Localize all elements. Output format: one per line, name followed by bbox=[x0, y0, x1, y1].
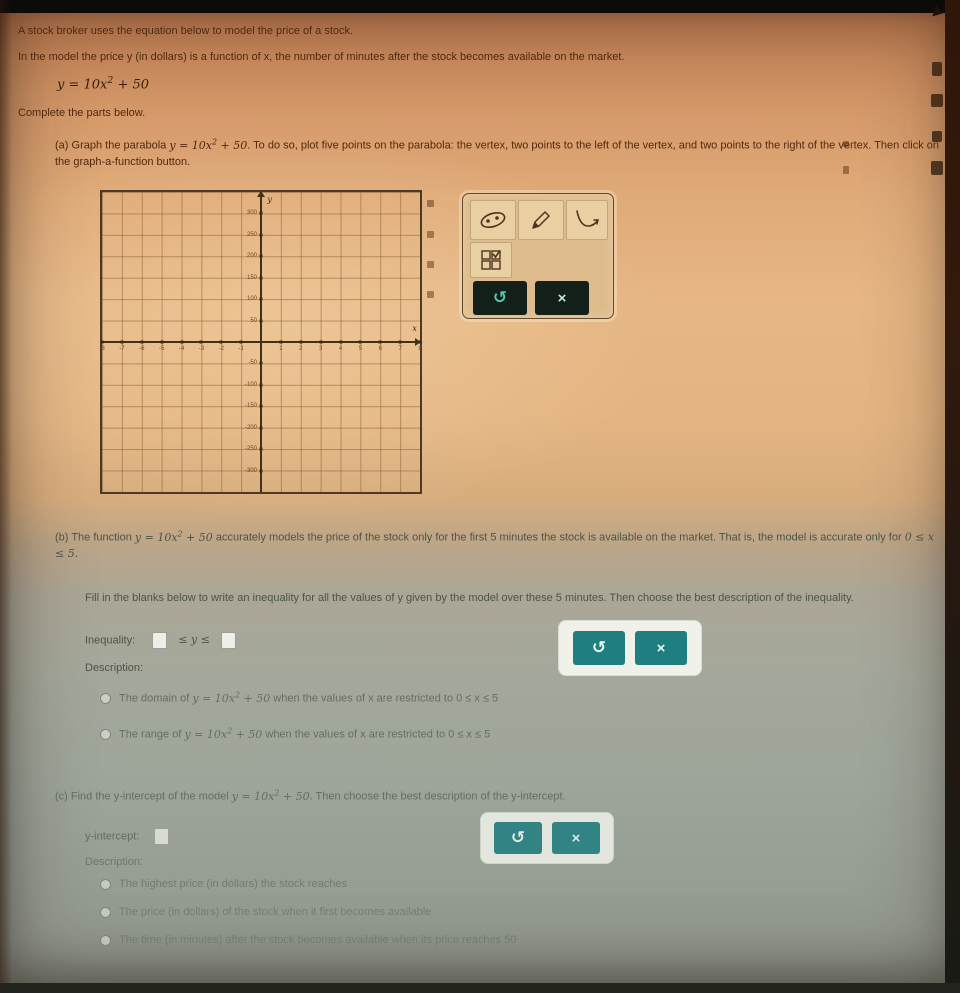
part-c-option-2[interactable]: The price (in dollars) of the stock when it first becomes available bbox=[100, 906, 431, 918]
screen-top-bezel bbox=[0, 0, 960, 13]
plot-point-tool-button[interactable] bbox=[470, 200, 516, 240]
pencil-icon bbox=[529, 208, 553, 232]
x-tick-mark bbox=[399, 341, 402, 344]
plot-point-icon bbox=[478, 209, 508, 231]
y-axis-arrow-icon bbox=[257, 191, 265, 197]
part-b-description-label: Description: bbox=[85, 662, 144, 674]
part-b-option-domain[interactable]: The domain of $y = 10x^2 + 50$ when the values of x are restricted to 0 ≤ x ≤ 5 bbox=[100, 690, 498, 705]
palette-undo-button[interactable] bbox=[473, 281, 527, 315]
x-tick-mark bbox=[379, 341, 382, 344]
x-tick-mark bbox=[299, 341, 302, 344]
radio-icon[interactable] bbox=[100, 879, 111, 890]
part-b-label: (b) bbox=[55, 531, 69, 544]
problem-intro-line2: In the model the price y (in dollars) is a function of x, the number of minutes after the stock becomes available on the market. bbox=[18, 51, 625, 63]
part-b-option-range[interactable]: The range of $y = 10x^2 + 50$ when the values of x are restricted to 0 ≤ x ≤ 5 bbox=[100, 726, 490, 741]
inequality-relation: ≤ y ≤ bbox=[178, 633, 210, 647]
plot-area[interactable] bbox=[99, 192, 422, 492]
equation-post: + 50 bbox=[113, 77, 150, 93]
y-tick-mark bbox=[260, 426, 263, 429]
model-equation bbox=[57, 74, 149, 95]
x-tick-mark bbox=[359, 341, 362, 344]
x-tick-label: 8 bbox=[418, 346, 422, 352]
y-tick-mark bbox=[260, 233, 263, 236]
x-tick-label: -2 bbox=[218, 346, 224, 352]
screen-bottom-bezel bbox=[0, 983, 960, 993]
y-tick-mark bbox=[260, 469, 263, 472]
x-tick-label: 6 bbox=[378, 346, 382, 352]
part-b-answer-controls bbox=[558, 620, 702, 676]
y-tick-mark bbox=[260, 212, 263, 215]
grid-check-icon bbox=[479, 248, 503, 272]
inequality-label: Inequality: bbox=[85, 634, 136, 647]
part-c-option-1[interactable]: The highest price (in dollars) the stock reaches bbox=[100, 878, 347, 890]
x-axis-label: x bbox=[412, 324, 417, 333]
part-a-label: (a) bbox=[55, 139, 69, 152]
part-c-answer-controls bbox=[480, 812, 614, 864]
graph-tool-palette bbox=[462, 193, 614, 319]
x-tick-label: 4 bbox=[338, 346, 343, 352]
x-tick-mark bbox=[200, 341, 203, 344]
y-tick-label: 200 bbox=[246, 253, 257, 260]
equation-pre: y = 10x bbox=[57, 77, 108, 93]
graph-side-mark-1 bbox=[427, 200, 434, 207]
pencil-tool-button[interactable] bbox=[518, 200, 564, 240]
y-tick-label: -150 bbox=[244, 403, 257, 410]
screen-right-bezel bbox=[945, 0, 960, 993]
x-tick-mark bbox=[279, 341, 282, 344]
part-c-clear-button[interactable] bbox=[552, 822, 600, 854]
part-b-fill-instructions: Fill in the blanks below to write an inequality for all the values of y given by the model over these 5 minutes. Then choose the best description of the inequality. bbox=[85, 592, 854, 604]
y-intercept-label: y-intercept: bbox=[85, 830, 140, 843]
x-tick-mark bbox=[120, 341, 123, 344]
undo-icon: ↺ bbox=[492, 288, 508, 307]
x-tick-mark bbox=[180, 341, 183, 344]
x-tick-mark bbox=[101, 341, 104, 344]
x-tick-mark bbox=[319, 341, 322, 344]
y-tick-label: -50 bbox=[248, 360, 257, 367]
x-tick-label: -8 bbox=[99, 346, 105, 352]
part-c-option-3[interactable]: The time (in minutes) after the stock becomes available when its price reaches 50 bbox=[100, 934, 516, 946]
y-tick-mark bbox=[260, 255, 263, 258]
y-tick-label: -300 bbox=[244, 467, 257, 474]
x-tick-label: -5 bbox=[158, 346, 165, 352]
y-tick-label: 50 bbox=[250, 317, 257, 324]
x-tick-mark bbox=[140, 341, 143, 344]
inequality-row bbox=[85, 632, 236, 649]
y-tick-label: 150 bbox=[246, 274, 257, 281]
x-tick-label: 5 bbox=[358, 346, 363, 352]
y-tick-label: -100 bbox=[244, 381, 257, 388]
x-tick-label: 2 bbox=[299, 346, 303, 352]
graph-panel bbox=[100, 190, 422, 494]
radio-icon[interactable] bbox=[100, 907, 111, 918]
close-icon: × bbox=[557, 289, 567, 307]
part-b-undo-button[interactable] bbox=[573, 631, 625, 665]
part-b-clear-button[interactable] bbox=[635, 631, 687, 665]
curve-icon bbox=[574, 208, 600, 232]
y-tick-mark bbox=[260, 298, 263, 301]
x-tick-mark bbox=[160, 341, 163, 344]
left-vignette bbox=[0, 0, 12, 993]
part-a-text: (a) Graph the parabola $y = 10x^2 + 50$. To do so, plot five points on the parabola: the vertex, two points to the left of the vertex, and two points to the right of the vertex. Then click on the graph-a-function button. bbox=[55, 137, 940, 168]
x-tick-mark bbox=[339, 341, 342, 344]
cursor-icon bbox=[932, 5, 944, 19]
x-tick-label: -3 bbox=[198, 346, 205, 352]
part-c-text: (c) Find the y-intercept of the model $y = 10x^2 + 50$. Then choose the best description of the y-intercept. bbox=[55, 788, 566, 803]
graph-side-mark-2 bbox=[427, 231, 434, 238]
radio-icon[interactable] bbox=[100, 729, 111, 740]
radio-icon[interactable] bbox=[100, 693, 111, 704]
x-tick-mark bbox=[419, 341, 422, 344]
curve-tool-button[interactable] bbox=[566, 200, 608, 240]
sidebar-icon-2[interactable] bbox=[931, 94, 943, 107]
x-tick-label: 7 bbox=[398, 346, 402, 352]
problem-intro-line1: A stock broker uses the equation below to model the price of a stock. bbox=[18, 25, 354, 37]
y-axis-label: y bbox=[267, 195, 272, 204]
x-tick-label: -4 bbox=[178, 346, 185, 352]
y-tick-mark bbox=[260, 362, 263, 365]
inequality-upper-input[interactable] bbox=[221, 632, 236, 649]
inequality-lower-input[interactable] bbox=[152, 632, 167, 649]
graph-side-mark-4 bbox=[427, 291, 434, 298]
undo-icon: ↺ bbox=[591, 638, 607, 657]
y-intercept-input[interactable] bbox=[154, 828, 169, 845]
x-tick-mark bbox=[240, 341, 243, 344]
x-tick-label: 1 bbox=[279, 346, 283, 352]
part-b-text: (b) The function $y = 10x^2 + 50$ accurately models the price of the stock only for the first 5 minutes the stock is available on the market. That is, the model is accurate only for 0 ≤ x ≤ 5. bbox=[55, 529, 935, 561]
y-tick-label: -200 bbox=[244, 424, 257, 431]
y-tick-label: -250 bbox=[244, 446, 257, 453]
close-icon: × bbox=[571, 829, 581, 847]
undo-icon: ↺ bbox=[510, 828, 526, 847]
y-tick-label: 100 bbox=[246, 296, 257, 303]
grid-settings-tool-button[interactable] bbox=[470, 242, 512, 278]
equation-exponent: 2 bbox=[107, 75, 114, 86]
y-tick-label: 250 bbox=[246, 231, 257, 238]
part-c-label: (c) bbox=[55, 790, 68, 803]
x-tick-label: 3 bbox=[318, 346, 323, 352]
part-c-undo-button[interactable] bbox=[494, 822, 542, 854]
y-tick-mark bbox=[260, 276, 263, 279]
x-tick-label: -7 bbox=[119, 346, 125, 352]
x-tick-label: -6 bbox=[139, 346, 145, 352]
y-tick-mark bbox=[260, 405, 263, 408]
close-icon: × bbox=[656, 639, 666, 657]
y-tick-mark bbox=[260, 319, 263, 322]
domain-constraint: 0 ≤ x ≤ 5. bbox=[55, 530, 935, 561]
radio-icon[interactable] bbox=[100, 935, 111, 946]
palette-clear-button[interactable] bbox=[535, 281, 589, 315]
graph-side-mark-3 bbox=[427, 261, 434, 268]
y-tick-mark bbox=[260, 383, 263, 386]
x-tick-mark bbox=[220, 341, 223, 344]
x-tick-label: -1 bbox=[238, 346, 244, 352]
complete-parts-text: Complete the parts below. bbox=[18, 107, 146, 119]
y-tick-mark bbox=[260, 448, 263, 451]
y-intercept-row bbox=[85, 828, 169, 845]
y-tick-label: 300 bbox=[246, 210, 257, 217]
part-c-description-label: Description: bbox=[85, 856, 144, 868]
